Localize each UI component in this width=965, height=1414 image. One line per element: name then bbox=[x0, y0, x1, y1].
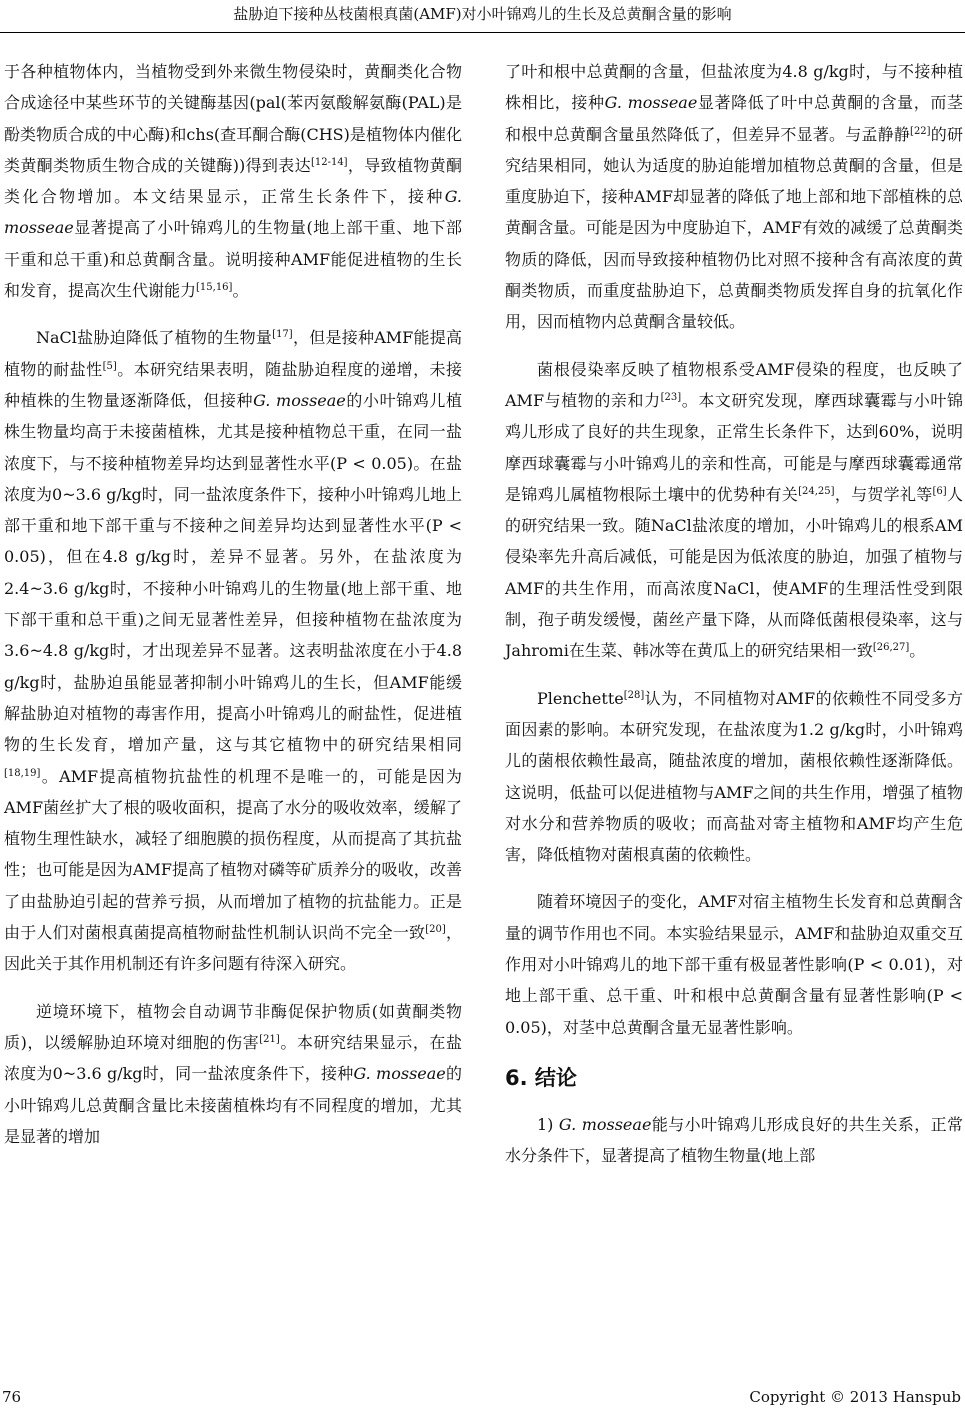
species-name: G. mosseae bbox=[253, 390, 346, 410]
species-name: G. mosseae bbox=[4, 187, 462, 238]
left-column bbox=[4, 56, 462, 1152]
left-paragraph-3: 逆境环境下，植物会自动调节非酶促保护物质(如黄酮类物质)，以缓解胁迫环境对细胞的伤害[21]。本研究结果显示，在盐浓度为0~3.6 g/kg时，同一盐浓度条件下，接种G. mosseae的小叶锦鸡儿总黄酮含量比未接菌植株均有不同程度的增加，尤其是显著的增加 bbox=[4, 1001, 462, 1146]
copyright-notice: Copyright © 2013 Hanspub bbox=[749, 1388, 961, 1406]
left-paragraph-1: 于各种植物体内，当植物受到外来微生物侵染时，黄酮类化合物合成途径中某些环节的关键酶基因(pal(苯丙氨酸解氨酶(PAL)是酚类物质合成的中心酶)和chs(查耳酮合酶(CHS)是植物体内催化类黄酮类物质生物合成的关键酶))得到表达[12-14]，导致植物黄酮类化合物增加。本文结果显示，正常生长条件下，接种G. mosseae显著提高了小叶锦鸡儿的生物量(地上部干重、地下部干重和总干重)和总黄酮含量。说明接种AMF能促进植物的生长和发育，提高次生代谢能力[15,16]。 bbox=[4, 62, 462, 301]
citation[interactable]: [26,27] bbox=[872, 642, 910, 654]
species-name: G. mosseae bbox=[604, 93, 698, 113]
citation[interactable]: [23] bbox=[660, 391, 682, 403]
right-paragraph-5: 1) G. mosseae能与小叶锦鸡儿形成良好的共生关系，正常水分条件下，显著提高了植物生物量(地上部 bbox=[505, 1114, 963, 1166]
right-paragraph-2: 菌根侵染率反映了植物根系受AMF侵染的程度，也反映了AMF与植物的亲和力[23]。本文研究发现，摩西球囊霉与小叶锦鸡儿形成了良好的共生现象，正常生长条件下，达到60%，说明摩西球囊霉与小叶锦鸡儿的亲和性高，可能是与摩西球囊霉通常是锦鸡儿属植物根际土壤中的优势种有关[24,25]，与贺学礼等[6]人的研究结果一致。随NaCl盐浓度的增加，小叶锦鸡儿的根系AM侵染率先升高后减低，可能是因为低浓度的胁迫，加强了植物与AMF的共生作用，而高浓度NaCl，使AMF的生理活性受到限制，孢子萌发缓慢，菌丝产量下降，从而降低菌根侵染率，这与Jahromi在生菜、韩冰等在黄瓜上的研究结果相一致[26,27]。 bbox=[505, 359, 963, 661]
citation[interactable]: [17] bbox=[272, 329, 293, 341]
citation[interactable]: [20] bbox=[425, 924, 446, 936]
right-paragraph-4: 随着环境因子的变化，AMF对宿主植物生长发育和总黄酮含量的调节作用也不同。本实验结果显示，AMF和盐胁迫双重交互作用对小叶锦鸡儿的地下部干重有极显著性影响(P < 0.01)，对地上部干重、总干重、叶和根中总黄酮含量有显著性影响(P < 0.05)，对茎中总黄酮含量无显著性影响。 bbox=[505, 892, 963, 1037]
citation[interactable]: [5] bbox=[102, 360, 117, 372]
page-number: 76 bbox=[2, 1388, 22, 1406]
citation[interactable]: [21] bbox=[259, 1033, 280, 1045]
right-paragraph-3: Plenchette[28]认为，不同植物对AMF的依赖性不同受多方面因素的影响。本研究发现，在盐浓度为1.2 g/kg时，小叶锦鸡儿的菌根依赖性最高，随盐浓度的增加，菌根依赖性逐渐降低。这说明，低盐可以促进植物与AMF之间的共生作用，增强了植物对水分和营养物质的吸收；而高盐对寄主植物和AMF均产生危害，降低植物对菌根真菌的依赖性。 bbox=[505, 688, 963, 865]
citation[interactable]: [15,16] bbox=[196, 282, 233, 294]
species-name: G. mosseae bbox=[558, 1114, 652, 1134]
right-column bbox=[505, 56, 963, 1172]
running-header: 盐胁迫下接种丛枝菌根真菌(AMF)对小叶锦鸡儿的生长及总黄酮含量的影响 bbox=[233, 5, 732, 23]
citation[interactable]: [24,25] bbox=[798, 485, 835, 497]
section-heading-conclusion: 6. 结论 bbox=[505, 1065, 577, 1090]
citation[interactable]: [12-14] bbox=[310, 156, 348, 168]
citation[interactable]: [18,19] bbox=[4, 767, 41, 779]
header-divider bbox=[0, 32, 965, 33]
citation[interactable]: [6] bbox=[932, 485, 947, 497]
citation[interactable]: [22] bbox=[910, 125, 931, 137]
species-name: G. mosseae bbox=[353, 1064, 446, 1084]
citation[interactable]: [28] bbox=[623, 689, 645, 701]
left-paragraph-2: NaCl盐胁迫降低了植物的生物量[17]，但是接种AMF能提高植物的耐盐性[5]。本研究结果表明，随盐胁迫程度的递增，未接种植株的生物量逐渐降低，但接种G. mosseae的小叶锦鸡儿植株生物量均高于未接菌植株，尤其是接种植物总干重，在同一盐浓度下，与不接种植物差异均达到显著性水平(P < 0.05)。在盐浓度为0~3.6 g/kg时，同一盐浓度条件下，接种小叶锦鸡儿地上部干重和地下部干重与不接种之间差异均达到显著性水平(P < 0.05)，但在4.8 g/kg时，差异不显著。另外，在盐浓度为2.4~3.6 g/kg时，不接种小叶锦鸡儿的生物量(地上部干重、地下部干重和总干重)之间无显著性差异，但接种植物在盐浓度为3.6~4.8 g/kg时，才出现差异不显著。这表明盐浓度在小于4.8 g/kg时，盐胁迫虽能显著抑制小叶锦鸡儿的生长，但AMF能缓解盐胁迫对植物的毒害作用，提高小叶锦鸡儿的耐盐性，促进植物的生长发育，增加产量，这与其它植物中的研究结果相同[18,19]。AMF提高植物抗盐性的机理不是唯一的，可能是因为AMF菌丝扩大了根的吸收面积，提高了水分的吸收效率，缓解了植物生理性缺水，减轻了细胞膜的损伤程度，从而提高了其抗盐性；也可能是因为AMF提高了植物对磷等矿质养分的吸收，改善了由盐胁迫引起的营养亏损，从而增加了植物的抗盐能力。正是由于人们对菌根真菌提高植物耐盐性机制认识尚不完全一致[20]，因此关于其作用机制还有许多问题有待深入研究。 bbox=[4, 328, 462, 974]
right-paragraph-1: 了叶和根中总黄酮的含量，但盐浓度为4.8 g/kg时，与不接种植株相比，接种G. mosseae显著降低了叶中总黄酮的含量，而茎和根中总黄酮含量虽然降低了，但差异不显著。与孟静静[22]的研究结果相同，她认为适度的胁迫能增加植物总黄酮的含量，但是重度胁迫下，接种AMF却显著的降低了地上部和地下部植株的总黄酮含量。可能是因为中度胁迫下，AMF有效的减缓了总黄酮类物质的降低，因而导致接种植物仍比对照不接种含有高浓度的黄酮类物质，而重度盐胁迫下，总黄酮类物质发挥自身的抗氧化作用，因而植物内总黄酮含量较低。 bbox=[505, 62, 963, 332]
